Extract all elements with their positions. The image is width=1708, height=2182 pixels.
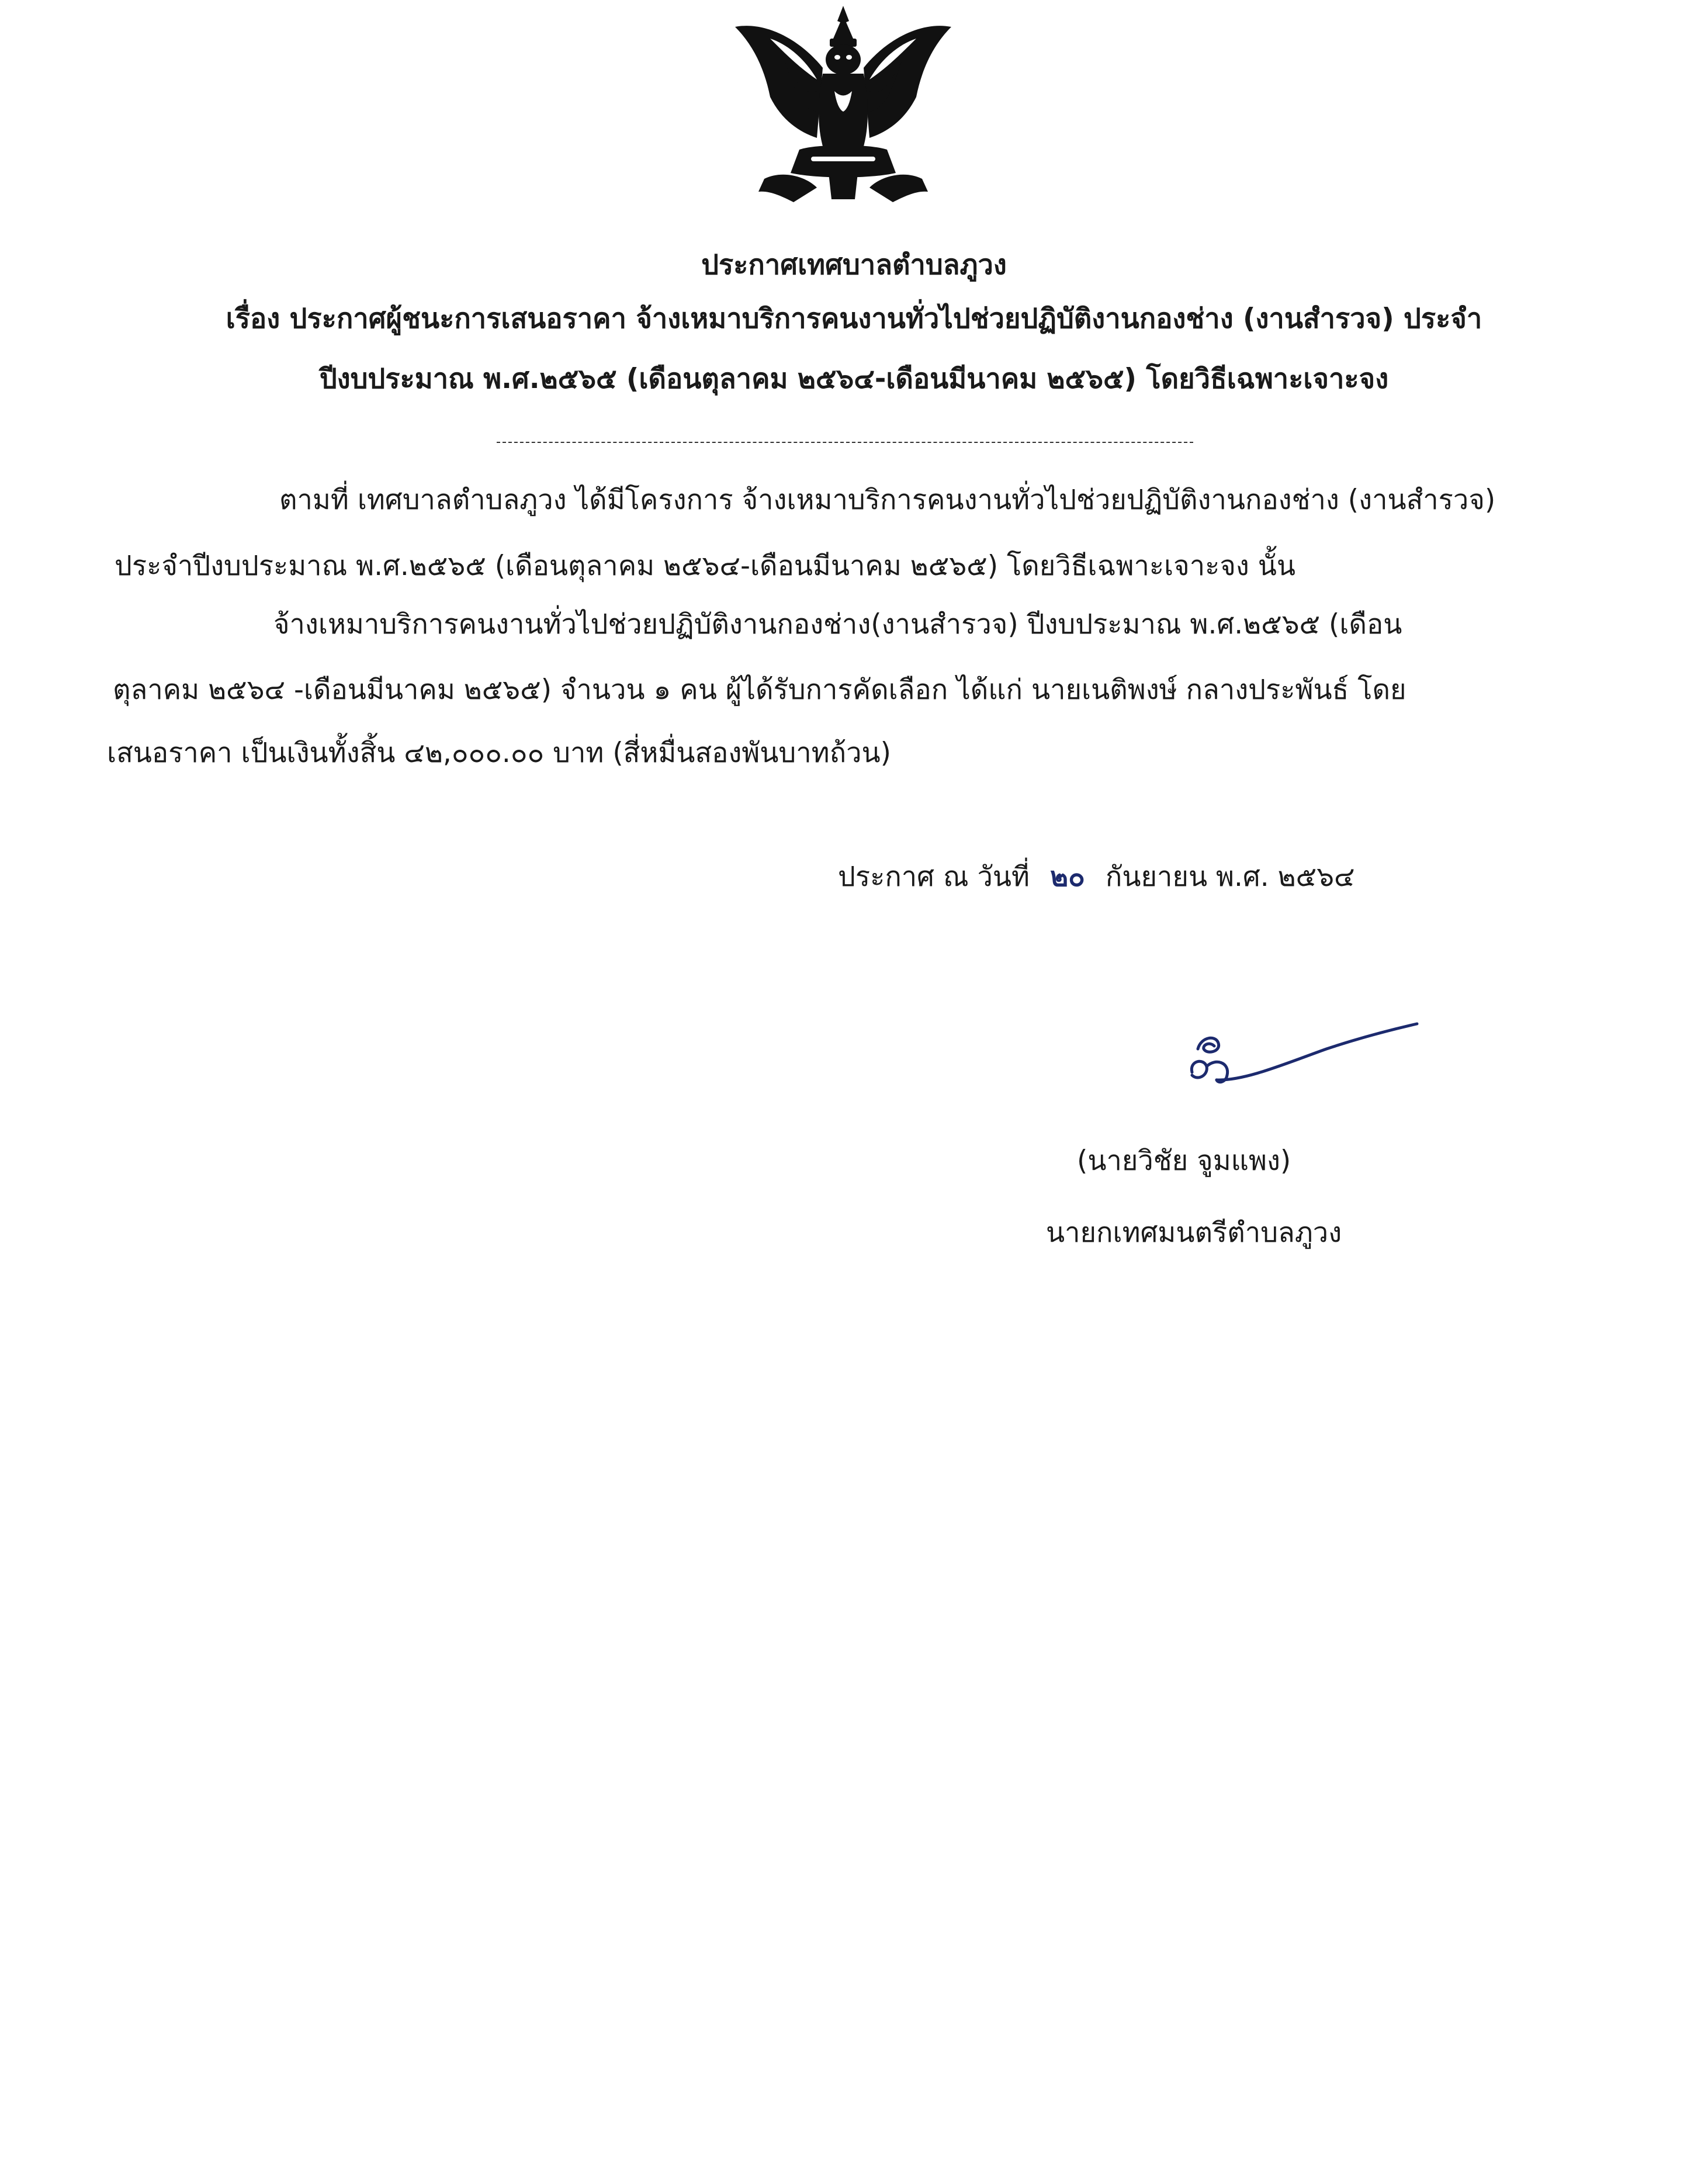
body-paragraph-line-2: ประจำปีงบประมาณ พ.ศ.๒๕๖๕ (เดือนตุลาคม ๒๕๖๔-เดือนมีนาคม ๒๕๖๕) โดยวิธีเฉพาะเจาะจง นั้น: [115, 550, 1296, 582]
signatory-title: นายกเทศมนตรีตำบลภูวง: [1046, 1217, 1342, 1249]
body-paragraph-line-5: เสนอราคา เป็นเงินทั้งสิ้น ๔๒,๐๐๐.๐๐ บาท (สี่หมื่นสองพันบาทถ้วน): [107, 737, 891, 769]
signature-icon: [1175, 1017, 1420, 1104]
body-paragraph-line-4: ตุลาคม ๒๕๖๔ -เดือนมีนาคม ๒๕๖๕) จำนวน ๑ คน ผู้ได้รับการคัดเลือก ได้แก่ นายเนติพงษ์ กลางประพันธ์ โดย: [113, 674, 1406, 706]
date-prefix: ประกาศ ณ วันที่: [838, 861, 1030, 893]
separator-line: [497, 442, 1193, 443]
subject-line-1: เรื่อง ประกาศผู้ชนะการเสนอราคา จ้างเหมาบริการคนงานทั่วไปช่วยปฏิบัติงานกองช่าง (งานสำรวจ) ประจำ: [226, 303, 1482, 335]
document-title: ประกาศเทศบาลตำบลภูวง: [701, 249, 1007, 281]
date-day: ๒๐: [1050, 861, 1085, 893]
body-paragraph-line-3: จ้างเหมาบริการคนงานทั่วไปช่วยปฏิบัติงานกองช่าง(งานสำรวจ) ปีงบประมาณ พ.ศ.๒๕๖๕ (เดือน: [273, 608, 1402, 640]
body-paragraph-line-1: ตามที่ เทศบาลตำบลภูวง ได้มีโครงการ จ้างเหมาบริการคนงานทั่วไปช่วยปฏิบัติงานกองช่าง (งานสำรวจ): [279, 484, 1496, 516]
signatory-name: (นายวิชัย จูมแพง): [1077, 1145, 1291, 1177]
subject-line-2: ปีงบประมาณ พ.ศ.๒๕๖๕ (เดือนตุลาคม ๒๕๖๔-เดือนมีนาคม ๒๕๖๕) โดยวิธีเฉพาะเจาะจง: [319, 363, 1389, 395]
date-month-year: กันยายน พ.ศ. ๒๕๖๔: [1105, 861, 1355, 893]
announcement-date: [838, 854, 1355, 898]
garuda-emblem-icon: [729, 4, 957, 208]
